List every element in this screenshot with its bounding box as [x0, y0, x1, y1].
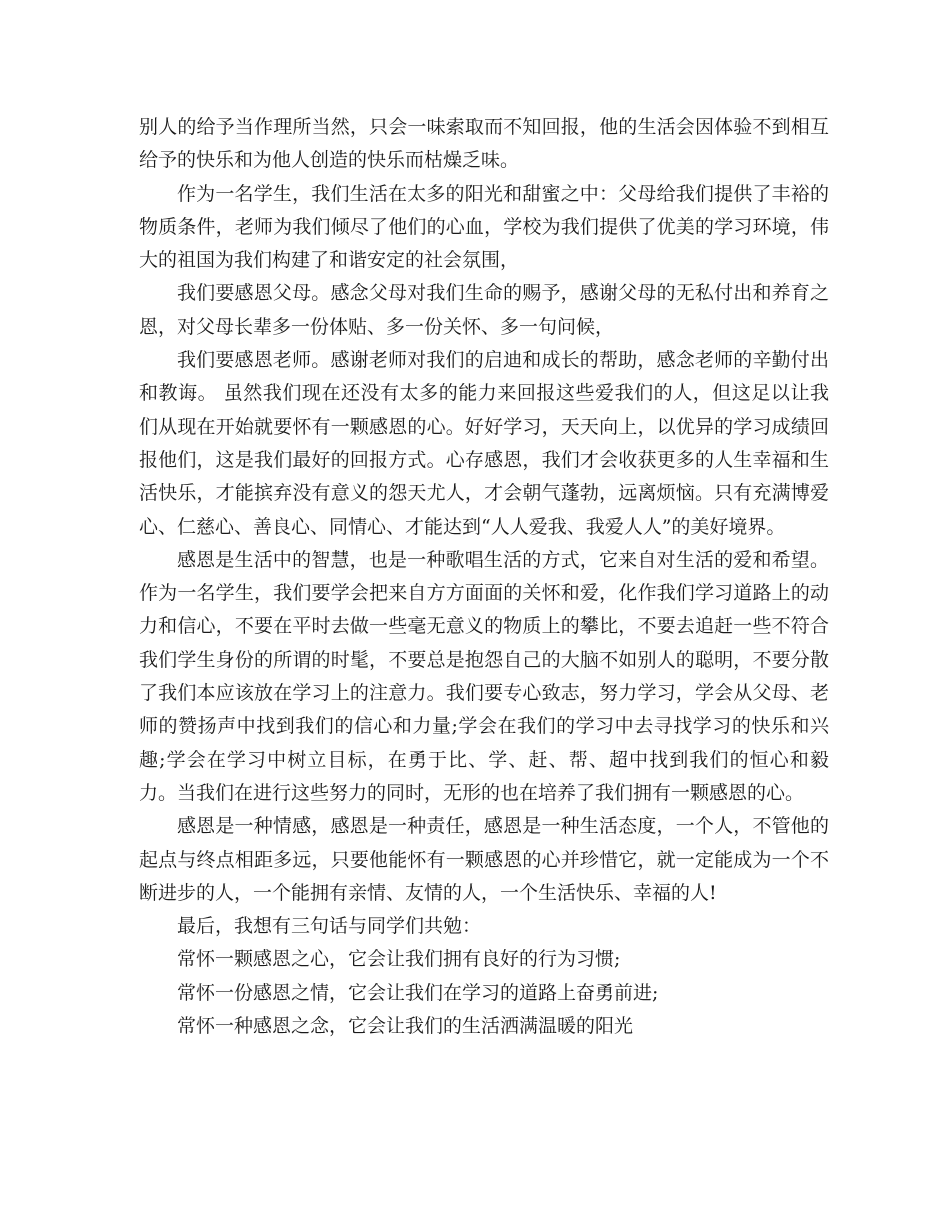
motto-line: 常怀一份感恩之情，它会让我们在学习的道路上奋勇前进;: [177, 981, 659, 1004]
paragraph: 我们要感恩父母。感念父母对我们生命的赐予，感谢父母的无私付出和养育之恩，对父母长辈多一份体贴、多一份关怀、多一句问候，: [139, 282, 829, 338]
document-body: [139, 111, 829, 1043]
paragraph: 最后，我想有三句话与同学们共勉：: [177, 915, 482, 938]
paragraph: 感恩是一种情感，感恩是一种责任，感恩是一种生活态度，一个人，不管他的起点与终点相距多远，只要他能怀有一颗感恩的心并珍惜它，就一定能成为一个不断进步的人，一个能拥有亲情、友情的人，一个生活快乐、幸福的人!: [139, 815, 829, 904]
paragraph: 别人的给予当作理所当然，只会一味索取而不知回报，他的生活会因体验不到相互给予的快乐和为他人创造的快乐而枯燥乏味。: [139, 116, 829, 172]
paragraph: 感恩是生活中的智慧，也是一种歌唱生活的方式，它来自对生活的爱和希望。作为一名学生，我们要学会把来自方方面面的关怀和爱，化作我们学习道路上的动力和信心，不要在平时去做一些毫无意义的物质上的攀比，不要去追赶一些不符合我们学生身份的所谓的时髦，不要总是抱怨自己的大脑不如别人的聪明，不要分散了我们本应该放在学习上的注意力。我们要专心致志，努力学习，学会从父母、老师的赞扬声中找到我们的信心和力量;学会在我们的学习中去寻找学习的快乐和兴趣;学会在学习中树立目标，在勇于比、学、赶、帮、超中找到我们的恒心和毅力。当我们在进行这些努力的同时，无形的也在培养了我们拥有一颗感恩的心。: [139, 548, 829, 804]
paragraph: 我们要感恩老师。感谢老师对我们的启迪和成长的帮助，感念老师的辛勤付出和教诲。 虽然我们现在还没有太多的能力来回报这些爱我们的人，但这足以让我们从现在开始就要怀有一颗感恩的心。好好学习，天天向上，以优异的学习成绩回报他们，这是我们最好的回报方式。心存感恩，我们才会收获更多的人生幸福和生活快乐，才能摈弃没有意义的怨天尤人，才会朝气蓬勃，远离烦恼。只有充满博爱心、仁慈心、善良心、同情心、才能达到“人人爱我、我爱人人”的美好境界。: [139, 349, 829, 538]
motto-line: 常怀一种感恩之念，它会让我们的生活洒满温暖的阳光: [177, 1015, 634, 1038]
motto-line: 常怀一颗感恩之心，它会让我们拥有良好的行为习惯;: [177, 948, 621, 971]
paragraph: 作为一名学生，我们生活在太多的阳光和甜蜜之中：父母给我们提供了丰裕的物质条件，老师为我们倾尽了他们的心血，学校为我们提供了优美的学习环境，伟大的祖国为我们构建了和谐安定的社会氛围，: [139, 182, 829, 272]
